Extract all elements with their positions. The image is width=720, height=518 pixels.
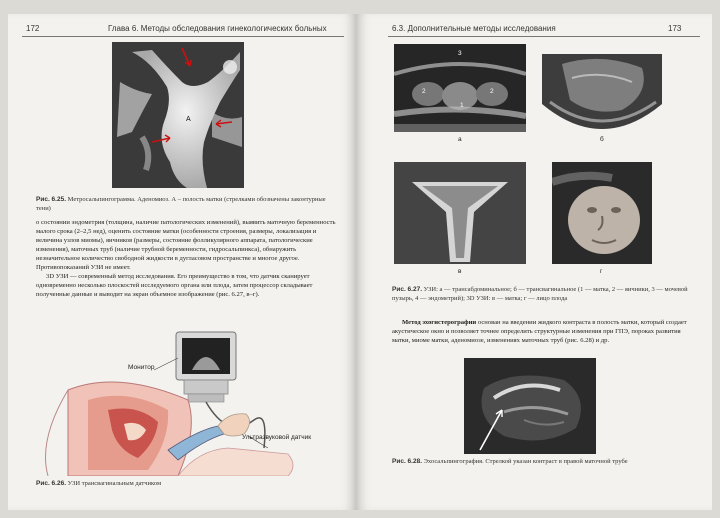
figure-6-28-caption <box>392 458 696 467</box>
figure-6-25-caption <box>36 196 336 213</box>
figure-6-25-text: Метросальпингограмма. Аденомиоз. А – полость матки (стрелками обозначены законтурные тени) <box>36 196 326 212</box>
echohysterography-title: Метод эхогистерографии <box>402 319 477 326</box>
page-number-right: 173 <box>668 24 682 33</box>
metrosalpingogram-image <box>112 42 244 188</box>
left-paragraph-2: 3D УЗИ — современный метод исследования. Его преимущество в том, что датчик сканирует одновременно несколько плоскостей исследуемого органа или плода, затем процессор складывает полученные данные и выводит на экран объемное изображение (рис. 6.27, в–г). <box>36 273 313 298</box>
panel-a-number-2-left: 2 <box>422 88 426 95</box>
figure-6-28-text: Эхосальпингография. Стрелкой указан контраст в правой маточной трубе <box>423 458 628 465</box>
figure-6-26-caption <box>36 480 336 489</box>
transvaginal-ultrasound-illustration <box>28 330 328 476</box>
echohysterography-text: основан на введении жидкого контраста в полость матки, который создает акустическое окно и позволяет точнее определить структурные изменения при ГПЭ, пороках развития матки, миоме матки, аденомиозе, изменениях маточных труб (рис. 6.28) и др. <box>392 319 687 344</box>
figure-6-27-text: УЗИ: а — трансабдоминальное; б — трансвагинальное (1 — матка, 2 — яичники, 3 — мочевой пузырь, 4 — эндометрий); 3D УЗИ: в — матка; г — лицо плода <box>392 286 688 302</box>
left-page <box>8 14 356 510</box>
figure-6-28-label: Рис. 6.28. <box>392 458 423 465</box>
panel-a-number-3: 3 <box>458 50 462 57</box>
running-head-left: Глава 6. Методы обследования гинекологических больных <box>108 24 327 33</box>
right-page <box>356 14 712 510</box>
probe-label: Ультразвуковой датчик <box>242 434 312 441</box>
right-body-text <box>392 318 698 345</box>
figure-6-26-text: УЗИ трансвагинальным датчиком <box>67 480 162 487</box>
running-head-right: 6.3. Дополнительные методы исследования <box>392 24 556 33</box>
left-body-text <box>36 218 340 299</box>
page-number-left: 172 <box>26 24 40 33</box>
ultrasound-panel-d <box>552 162 652 264</box>
monitor-label: Монитор <box>128 364 155 371</box>
header-rule-right <box>388 36 700 37</box>
ultrasound-panel-a <box>394 44 526 132</box>
figure-6-27-caption <box>392 286 696 303</box>
panel-d-label: г <box>600 268 603 275</box>
figure-6-27-label: Рис. 6.27. <box>392 286 423 293</box>
echosalpingography-image <box>464 358 596 454</box>
panel-a-number-2-right: 2 <box>490 88 494 95</box>
uterine-cavity-label: А <box>186 116 191 123</box>
panel-b-label: б <box>600 136 604 143</box>
panel-c-label: в <box>458 268 462 275</box>
panel-a-label: а <box>458 136 462 143</box>
header-rule-left <box>22 36 344 37</box>
figure-6-25-label: Рис. 6.25. <box>36 196 67 203</box>
ultrasound-panel-c <box>394 162 526 264</box>
figure-6-26-label: Рис. 6.26. <box>36 480 67 487</box>
panel-a-number-1: 1 <box>460 102 464 109</box>
ultrasound-panel-b <box>532 44 672 132</box>
left-paragraph-1: о состоянии эндометрия (толщина, наличие патологических изменений), выявить маточную беременность малого срока (2–2,5 нед), оценить состояние матки (особенности строения, размеры, локализация и величина узлов миомы), яичников (размеры, состояние фолликулярного аппарата, патологические изменения), маточных труб (наличие трубной беременности, гидросальпинкса), обнаружить незначительное количество свободной жидкости в дугласовом пространстве и многое другое. Противопоказаний УЗИ не имеет. <box>36 219 336 271</box>
